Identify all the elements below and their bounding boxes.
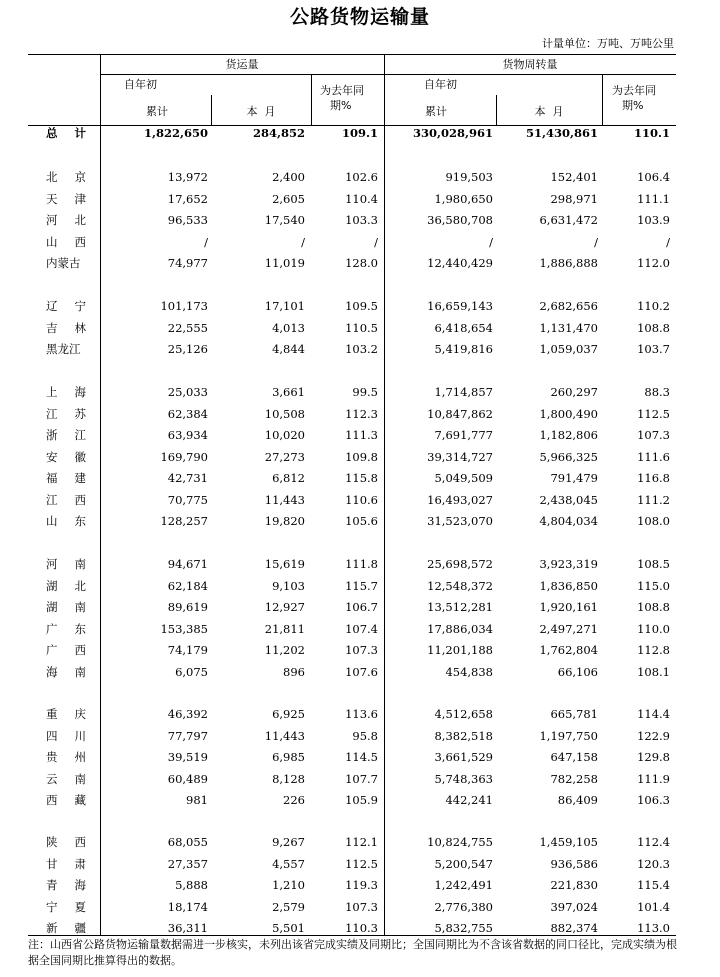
value-cell: 42,731 [167,471,208,485]
header-turnover-yoy-line1: 为去年同 [612,84,656,97]
region-name: 湖 南 [46,600,86,614]
value-cell: 4,512,658 [434,707,493,721]
value-cell: 112.5 [637,406,670,421]
value-cell: 1,886,888 [539,256,598,270]
value-cell: 96,533 [167,213,208,227]
value-cell: 122.9 [637,728,670,743]
value-cell: 2,682,656 [539,299,598,313]
value-cell: 25,126 [167,342,208,356]
value-cell: / [594,234,598,249]
value-cell: 10,020 [264,428,305,442]
region-name: 陕 西 [46,835,86,849]
table-row [0,897,720,918]
value-cell: 111.9 [637,771,670,786]
value-cell: 36,311 [167,921,208,935]
value-cell: 94,671 [167,557,208,571]
value-cell: 103.9 [637,213,670,227]
value-cell: 1,210 [272,878,305,892]
value-cell: 397,024 [550,899,598,914]
table-row [0,253,720,274]
value-cell: / [374,234,378,249]
value-cell: 5,748,363 [434,771,493,786]
value-cell: 2,438,045 [539,492,598,507]
region-name: 内蒙古 [46,256,81,270]
value-cell: 16,659,143 [427,299,493,313]
value-cell: 22,555 [167,320,208,335]
value-cell: 110.4 [345,191,378,206]
value-cell: 169,790 [160,449,208,464]
value-cell: 116.8 [637,471,670,485]
value-cell: 112.0 [637,256,670,270]
turnover-group-underline [384,74,676,75]
value-cell: 10,824,755 [427,835,493,849]
table-row [0,296,720,317]
value-cell: 11,443 [264,492,305,507]
table-row [0,318,720,339]
value-cell: 103.3 [345,213,378,227]
region-name: 吉 林 [46,320,86,335]
value-cell: 105.6 [345,514,378,528]
value-cell: 74,977 [167,256,208,270]
value-cell: 6,418,654 [434,320,493,335]
value-cell: 106.7 [345,600,378,614]
value-cell: 17,886,034 [427,621,493,636]
value-cell: 114.5 [345,750,378,764]
value-cell: 442,241 [445,793,493,807]
value-cell: 128,257 [160,514,208,528]
value-cell: 13,972 [167,170,208,184]
value-cell: 11,202 [264,643,305,657]
value-cell: 36,580,708 [427,213,493,227]
value-cell: 298,971 [550,191,598,206]
value-cell: 152,401 [550,170,598,184]
table-row [0,769,720,790]
value-cell: 1,242,491 [434,878,493,892]
value-cell: 284,852 [252,126,305,140]
value-cell: 112.1 [345,835,378,849]
value-cell: 110.5 [345,320,378,335]
value-cell: 105.9 [345,793,378,807]
header-freight-month: 本 月 [246,105,276,118]
value-cell: 5,832,755 [434,921,493,935]
region-name: 福 建 [46,471,86,485]
header-freight-yoy-line2: 期% [330,99,352,112]
value-cell: 10,508 [264,406,305,421]
region-name: 四 川 [46,728,86,743]
value-cell: 153,385 [160,621,208,636]
header-freight-ytd: 自年初 [124,78,157,91]
table-row [0,339,720,360]
value-cell: 115.7 [345,578,378,593]
value-cell: 102.6 [345,170,378,184]
value-cell: 4,013 [272,320,305,335]
region-name: 山 东 [46,514,86,528]
value-cell: 7,691,777 [434,428,493,442]
value-cell: 4,844 [272,342,305,356]
table-row [0,404,720,425]
value-cell: 111.1 [637,191,670,206]
table-row [0,726,720,747]
region-name: 西 藏 [46,793,86,807]
value-cell: 5,501 [272,921,305,935]
header-turnover-yoy-line2: 期% [622,99,644,112]
divider-turnover-yoy [602,74,603,125]
value-cell: / [489,234,493,249]
value-cell: 60,489 [167,771,208,786]
value-cell: 15,619 [264,557,305,571]
value-cell: 110.6 [345,492,378,507]
value-cell: 51,430,861 [525,126,598,140]
value-cell: 6,985 [272,750,305,764]
value-cell: 107.3 [637,428,670,442]
value-cell: 1,980,650 [434,191,493,206]
value-cell: 11,019 [264,256,305,270]
value-cell: 63,934 [167,428,208,442]
value-cell: 103.2 [345,342,378,356]
value-cell: 111.6 [637,449,670,464]
value-cell: 1,714,857 [434,385,493,399]
value-cell: 25,698,572 [427,557,493,571]
value-cell: 16,493,027 [427,492,493,507]
table-row [0,210,720,231]
region-name: 浙 江 [46,428,86,442]
value-cell: 226 [283,793,305,807]
value-cell: 3,661,529 [434,750,493,764]
table-row [0,790,720,811]
header-freight-cumulative: 累计 [146,105,168,118]
value-cell: 39,519 [167,750,208,764]
value-cell: 5,049,509 [434,471,493,485]
value-cell: 1,762,804 [539,643,598,657]
value-cell: 109.5 [345,299,378,313]
value-cell: 115.4 [637,878,670,892]
value-cell: 101,173 [160,299,208,313]
value-cell: 896 [283,664,305,679]
region-name: 江 苏 [46,406,86,421]
value-cell: 62,184 [167,578,208,593]
table-row [0,468,720,489]
value-cell: 95.8 [352,728,378,743]
value-cell: 112.8 [637,643,670,657]
value-cell: 981 [186,793,208,807]
value-cell: 5,200,547 [434,856,493,871]
value-cell: 107.3 [345,643,378,657]
region-name: 广 西 [46,643,86,657]
value-cell: 5,888 [175,878,208,892]
value-cell: 1,059,037 [539,342,598,356]
value-cell: 88.3 [644,385,670,399]
value-cell: 113.6 [345,707,378,721]
value-cell: 107.4 [345,621,378,636]
value-cell: 6,925 [272,707,305,721]
table-row [0,747,720,768]
freight-group-underline [100,74,384,75]
value-cell: 6,075 [175,664,208,679]
value-cell: 119.3 [345,878,378,892]
region-name: 甘 肃 [46,856,86,871]
value-cell: 68,055 [167,835,208,849]
region-name: 广 东 [46,621,86,636]
value-cell: 110.1 [633,126,670,140]
region-name: 河 南 [46,557,86,571]
region-name: 安 徽 [46,449,86,464]
header-turnover-cumulative: 累计 [425,105,447,118]
value-cell: 128.0 [345,256,378,270]
value-cell: 10,847,862 [427,406,493,421]
value-cell: 103.7 [637,342,670,356]
table-row [0,447,720,468]
table-row [0,619,720,640]
value-cell: 882,374 [550,921,598,935]
value-cell: 8,382,518 [434,728,493,743]
value-cell: 330,028,961 [412,126,493,140]
value-cell: 108.0 [637,514,670,528]
header-turnover-ytd: 自年初 [424,78,457,91]
region-name: 辽 宁 [46,299,86,313]
value-cell: 2,497,271 [539,621,598,636]
value-cell: 108.8 [637,320,670,335]
table-row [0,425,720,446]
value-cell: 1,131,470 [539,320,598,335]
value-cell: 106.4 [637,170,670,184]
value-cell: / [204,234,208,249]
table-row [0,832,720,853]
value-cell: 1,197,750 [539,728,598,743]
value-cell: 70,775 [167,492,208,507]
value-cell: 13,512,281 [427,600,493,614]
total-row [0,123,720,144]
header-freight-volume: 货运量 [225,58,259,71]
region-name: 黑龙江 [46,342,81,356]
value-cell: 1,822,650 [143,126,208,140]
value-cell: 107.6 [345,664,378,679]
value-cell: 21,811 [264,621,305,636]
value-cell: 647,158 [550,750,598,764]
table-row [0,640,720,661]
value-cell: 74,179 [167,643,208,657]
table-row [0,189,720,210]
header-turnover-month: 本 月 [534,105,564,118]
value-cell: 454,838 [445,664,493,679]
value-cell: 12,927 [264,600,305,614]
table-top-border [28,54,676,55]
value-cell: 4,804,034 [539,514,598,528]
unit-label: 计量单位：万吨、万吨公里 [542,37,674,50]
value-cell: 665,781 [550,707,598,721]
value-cell: 120.3 [637,856,670,871]
value-cell: 919,503 [445,170,493,184]
value-cell: 1,836,850 [539,578,598,593]
value-cell: 129.8 [637,750,670,764]
value-cell: 936,586 [550,856,598,871]
page-title: 公路货物运输量 [289,6,430,28]
value-cell: / [301,234,305,249]
value-cell: 18,174 [167,899,208,914]
value-cell: 112.5 [345,856,378,871]
value-cell: 111.3 [345,428,378,442]
value-cell: 115.8 [345,471,378,485]
value-cell: 112.3 [345,406,378,421]
value-cell: 99.5 [352,385,378,399]
value-cell: 101.4 [637,899,670,914]
value-cell: 17,101 [264,299,305,313]
region-name: 河 北 [46,213,86,227]
value-cell: 113.0 [637,921,670,935]
value-cell: 5,419,816 [434,342,493,356]
header-turnover: 货物周转量 [502,58,558,71]
value-cell: 2,776,380 [434,899,493,914]
region-name: 新 疆 [46,921,86,935]
value-cell: 106.3 [637,793,670,807]
value-cell: 108.1 [637,664,670,679]
value-cell: 108.8 [637,600,670,614]
region-name: 江 西 [46,492,86,507]
table-row [0,511,720,532]
region-name: 宁 夏 [46,899,86,914]
value-cell: 17,540 [264,213,305,227]
value-cell: 2,400 [272,170,305,184]
table-row [0,875,720,896]
divider-freight-yoy [311,74,312,125]
value-cell: 3,923,319 [539,557,598,571]
value-cell: 260,297 [550,385,598,399]
value-cell: 77,797 [167,728,208,743]
value-cell: 110.2 [637,299,670,313]
table-row [0,554,720,575]
table-row [0,918,720,939]
value-cell: 12,548,372 [427,578,493,593]
value-cell: 17,652 [167,191,208,206]
value-cell: 19,820 [264,514,305,528]
value-cell: 2,579 [272,899,305,914]
table-row [0,490,720,511]
region-name: 重 庆 [46,707,86,721]
region-name: 湖 北 [46,578,86,593]
value-cell: 39,314,727 [427,449,493,464]
value-cell: 8,128 [272,771,305,786]
region-name: 总 计 [46,126,86,140]
region-name: 青 海 [46,878,86,892]
value-cell: 109.1 [341,126,378,140]
value-cell: / [666,234,670,249]
value-cell: 11,201,188 [427,643,493,657]
value-cell: 112.4 [637,835,670,849]
region-name: 贵 州 [46,750,86,764]
value-cell: 27,357 [167,856,208,871]
value-cell: 111.8 [345,557,378,571]
value-cell: 114.4 [637,707,670,721]
table-row [0,662,720,683]
table-row [0,704,720,725]
value-cell: 108.5 [637,557,670,571]
value-cell: 6,631,472 [539,213,598,227]
value-cell: 1,920,161 [539,600,598,614]
value-cell: 3,661 [272,385,305,399]
value-cell: 62,384 [167,406,208,421]
table-row [0,854,720,875]
value-cell: 31,523,070 [427,514,493,528]
value-cell: 2,605 [272,191,305,206]
value-cell: 110.3 [345,921,378,935]
value-cell: 782,258 [550,771,598,786]
value-cell: 111.2 [637,492,670,507]
region-name: 山 西 [46,234,86,249]
value-cell: 107.7 [345,771,378,786]
value-cell: 6,812 [272,471,305,485]
value-cell: 46,392 [167,707,208,721]
value-cell: 221,830 [550,878,598,892]
region-name: 北 京 [46,170,86,184]
table-row [0,576,720,597]
region-name: 天 津 [46,191,86,206]
value-cell: 12,440,429 [427,256,493,270]
value-cell: 1,459,105 [539,835,598,849]
value-cell: 107.3 [345,899,378,914]
value-cell: 27,273 [264,449,305,464]
value-cell: 66,106 [557,664,598,679]
region-name: 上 海 [46,385,86,399]
value-cell: 86,409 [557,793,598,807]
value-cell: 1,182,806 [539,428,598,442]
value-cell: 25,033 [167,385,208,399]
value-cell: 11,443 [264,728,305,743]
value-cell: 115.0 [637,578,670,593]
value-cell: 89,619 [167,600,208,614]
region-name: 海 南 [46,664,86,679]
region-name: 云 南 [46,771,86,786]
table-row [0,167,720,188]
value-cell: 9,103 [272,578,305,593]
table-row [0,232,720,253]
value-cell: 1,800,490 [539,406,598,421]
table-row [0,382,720,403]
value-cell: 5,966,325 [539,449,598,464]
header-freight-yoy-line1: 为去年同 [320,84,364,97]
value-cell: 110.0 [637,621,670,636]
table-row [0,597,720,618]
value-cell: 109.8 [345,449,378,464]
value-cell: 4,557 [272,856,305,871]
value-cell: 791,479 [550,471,598,485]
footnote: 注：山西省公路货物运输量数据需进一步核实，未列出该省完成实绩及同期比；全国同期比为不含该省数据的同口径比，完成实绩为根据全国同期比推算得出的数据。 [28,938,677,967]
value-cell: 9,267 [272,835,305,849]
